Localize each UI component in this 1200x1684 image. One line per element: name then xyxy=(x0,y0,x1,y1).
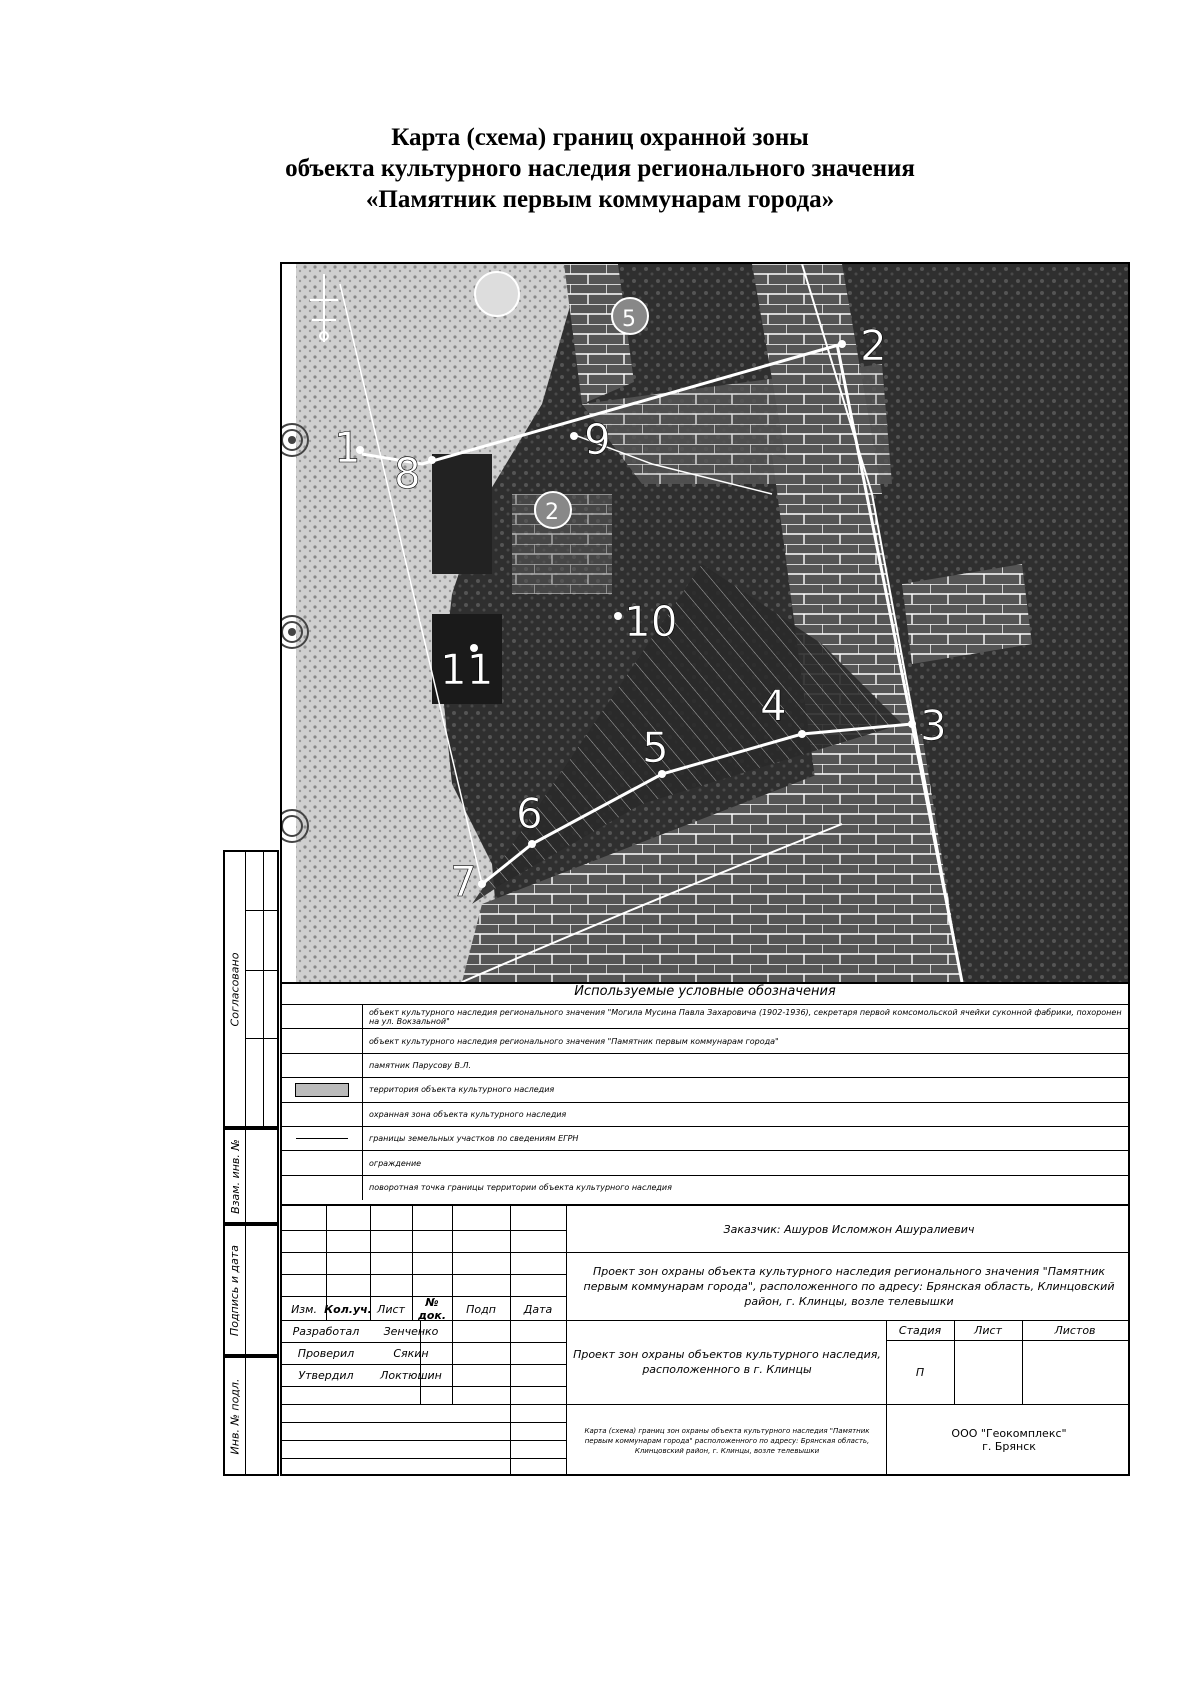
legend-row xyxy=(282,1151,1128,1175)
circle-label-5: 5 xyxy=(622,307,636,332)
point-label-7: 7 xyxy=(450,857,477,906)
title-line-3: «Памятник первым коммунарам города» xyxy=(365,186,835,213)
legend-symbol xyxy=(282,1078,363,1101)
territory-swatch xyxy=(295,1083,349,1097)
point-label-10: 10 xyxy=(624,597,678,646)
org-name: ООО "Геокомплекс" xyxy=(951,1427,1067,1440)
point-label-3: 3 xyxy=(920,701,947,750)
side-stamp-inv-swap xyxy=(223,1128,279,1224)
name-approved: Локтюшин xyxy=(380,1368,442,1382)
point-label-4: 4 xyxy=(760,681,787,730)
role-checked: Проверил xyxy=(297,1346,355,1360)
work-title: Проект зон охраны объектов культурного наследия, расположенного в г. Клинцы xyxy=(573,1348,881,1376)
legend-row xyxy=(282,1078,1128,1102)
sheets-header: Листов xyxy=(1054,1323,1096,1337)
legend-row xyxy=(282,1029,1128,1053)
legend-text: территория объекта культурного наследия xyxy=(369,1085,555,1095)
legend-text: ограждение xyxy=(369,1158,422,1168)
header-podp: Подп xyxy=(466,1302,496,1316)
customer: Заказчик: Ашуров Исломжон Ашуралиевич xyxy=(723,1222,975,1236)
header-date: Дата xyxy=(523,1302,553,1316)
parcel-line-swatch xyxy=(296,1138,348,1139)
legend-text: объект культурного наследия регионального значения "Могила Мусина Павла Захаровича (1902-1936), секретаря первой комсомольской ячейки суконной фабрики, похоронен на ул. Вокзальной" xyxy=(369,1007,1122,1026)
role-developed: Разработал xyxy=(292,1324,360,1338)
legend-symbol xyxy=(282,1151,363,1174)
side-label-sign-date: Подпись и дата xyxy=(228,1244,242,1336)
legend-row xyxy=(282,1005,1128,1029)
map-image xyxy=(280,262,1130,984)
legend-text: объект культурного наследия регионального значения "Памятник первым коммунарам города" xyxy=(369,1036,779,1046)
point-label-8: 8 xyxy=(394,449,421,498)
header-list: Лист xyxy=(377,1302,405,1316)
point-label-9: 9 xyxy=(584,415,611,464)
organization xyxy=(886,1404,1132,1476)
side-label-agreed: Согласовано xyxy=(228,952,242,1026)
role-approved: Утвердил xyxy=(298,1368,354,1382)
legend-text: поворотная точка границы территории объекта культурного наследия xyxy=(369,1183,672,1193)
legend-symbol xyxy=(282,1005,363,1028)
circle-label-2: 2 xyxy=(545,500,559,525)
point-label-11: 11 xyxy=(440,645,494,694)
stage-value: П xyxy=(915,1365,925,1379)
legend-row xyxy=(282,1103,1128,1127)
legend-row xyxy=(282,1176,1128,1200)
side-stamp-sign-date xyxy=(223,1224,279,1356)
document-title xyxy=(0,122,1200,215)
legend-text: памятник Парусову В.Л. xyxy=(369,1060,472,1070)
project-title: Проект зон охраны объекта культурного наследия регионального значения "Памятник первым коммунарам города", расположенного по адресу: Брянская область, Клинцовский район, г. Клинцы, возле телевышки xyxy=(583,1264,1115,1308)
legend-symbol xyxy=(282,1176,363,1200)
sheet-header: Лист xyxy=(974,1323,1002,1337)
legend-symbol xyxy=(282,1029,363,1052)
legend-row xyxy=(282,1127,1128,1151)
side-stamp-inv-orig xyxy=(223,1356,279,1476)
title-line-1: Карта (схема) границ охранной зоны xyxy=(391,124,809,151)
side-stamp-agreed xyxy=(223,850,279,1128)
map-svg xyxy=(282,264,1128,982)
title-block xyxy=(280,1206,1130,1476)
legend-title: Используемые условные обозначения xyxy=(282,980,1128,1005)
legend-symbol xyxy=(282,1103,363,1126)
header-kol-uch: Кол.уч. xyxy=(324,1302,372,1316)
header-izm: Изм. xyxy=(291,1302,317,1316)
org-city: г. Брянск xyxy=(982,1440,1036,1453)
dark-block-2 xyxy=(432,454,492,574)
side-label-inv-orig: Инв. № подл. xyxy=(228,1378,242,1454)
legend-text: границы земельных участков по сведениям ЕГРН xyxy=(369,1134,579,1144)
stage-header: Стадия xyxy=(898,1323,942,1337)
title-line-2: объекта культурного наследия регионального значения xyxy=(285,155,915,182)
side-label-inv-swap: Взам. инв. № xyxy=(228,1138,242,1214)
legend-row xyxy=(282,1054,1128,1078)
drawing-title: Карта (схема) границ зон охраны объекта культурного наследия "Памятник первым коммунарам города" расположенного по адресу: Брянская область, Клинцовский район, г. Клинцы, возле телевышки xyxy=(584,1427,870,1455)
name-checked: Сякин xyxy=(393,1346,429,1360)
legend xyxy=(280,980,1130,1206)
point-label-2: 2 xyxy=(860,321,887,370)
point-label-5: 5 xyxy=(642,723,669,772)
legend-symbol xyxy=(282,1054,363,1077)
legend-text: охранная зона объекта культурного наследия xyxy=(369,1109,567,1119)
map-circle-object xyxy=(475,272,519,316)
legend-symbol xyxy=(282,1127,363,1150)
header-doc-no: № док. xyxy=(417,1296,447,1322)
name-developed: Зенченко xyxy=(383,1324,439,1338)
point-label-1: 1 xyxy=(334,423,361,472)
point-label-6: 6 xyxy=(516,789,543,838)
